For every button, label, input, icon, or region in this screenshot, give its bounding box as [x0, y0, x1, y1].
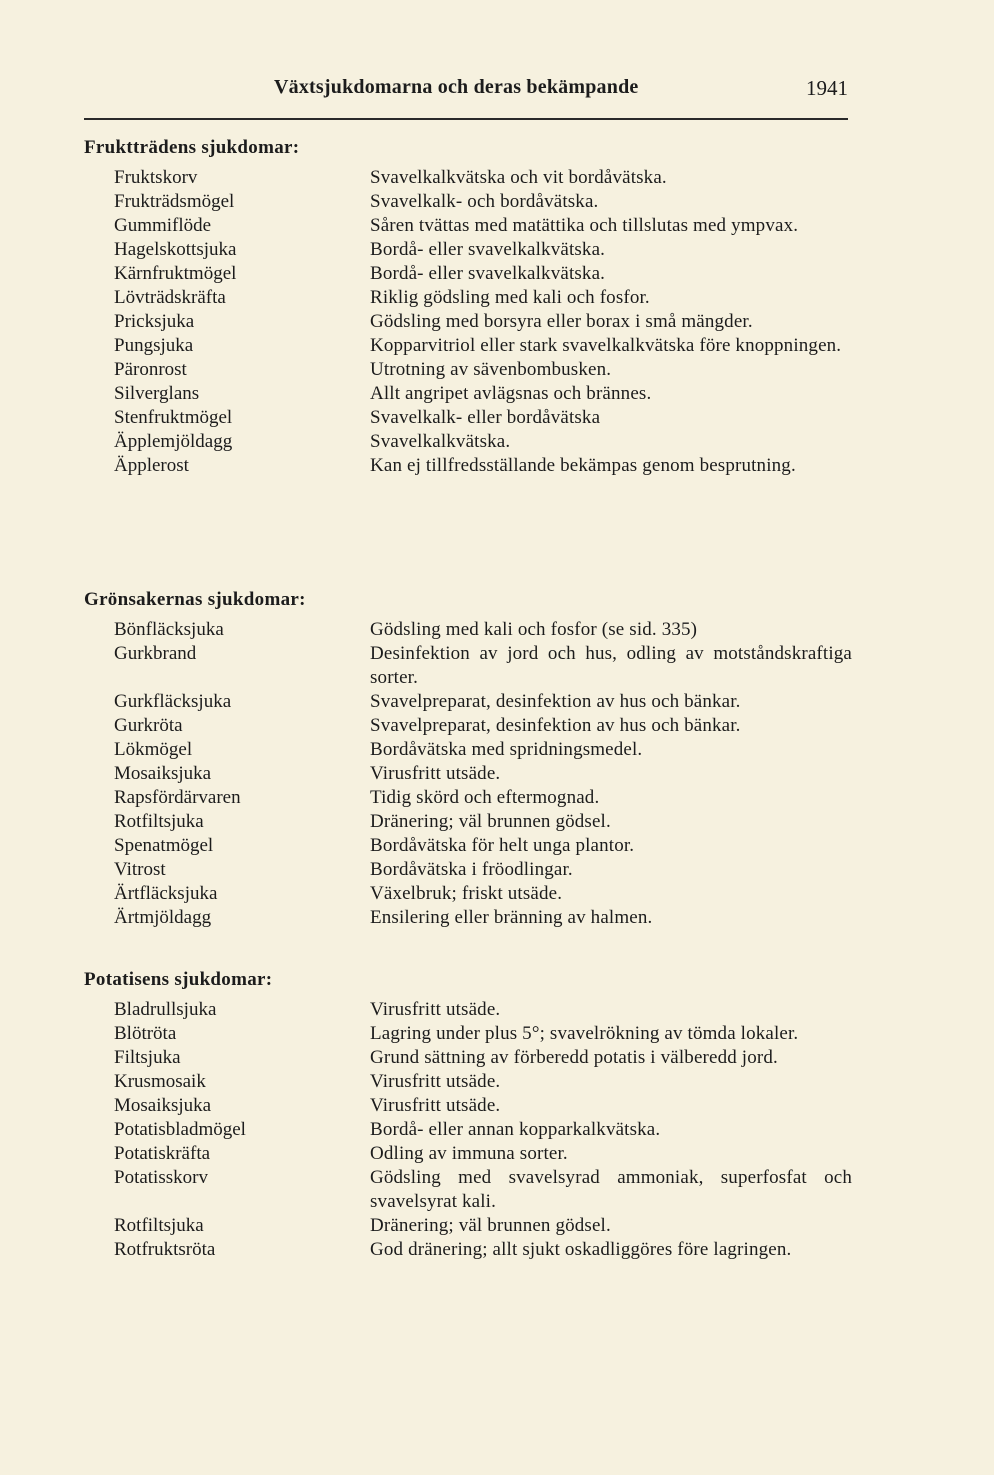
remedy-text: Dränering; väl brunnen gödsel. — [370, 811, 611, 832]
disease-name: Krusmosaik — [114, 1071, 206, 1092]
remedy-text: Lagring under plus 5°; svavelrökning av tömda lokaler. — [370, 1023, 799, 1044]
disease-name: Mosaiksjuka — [114, 1095, 212, 1116]
remedy-text: Svavelkalk- eller bordåvätska — [370, 407, 601, 428]
table-row — [84, 738, 864, 762]
table-row — [84, 810, 864, 834]
remedy-text: God dränering; allt sjukt oskadliggöres före lagringen. — [370, 1239, 792, 1260]
remedy-text: Bordåvätska för helt unga plantor. — [370, 835, 635, 856]
disease-name: Bladrullsjuka — [114, 999, 217, 1020]
remedy-text: Virusfritt utsäde. — [370, 1071, 501, 1092]
remedy-text: Svavelkalk- och bordåvätska. — [370, 191, 599, 212]
disease-name: Rotfiltsjuka — [114, 1215, 204, 1236]
table-row — [84, 1238, 864, 1262]
table-row — [84, 358, 864, 382]
table-row — [84, 714, 864, 738]
remedy-text: Riklig gödsling med kali och fosfor. — [370, 287, 650, 308]
section-potatoes — [84, 968, 864, 1262]
remedy-text: Svavelpreparat, desinfektion av hus och bänkar. — [370, 715, 741, 736]
disease-name: Rotfiltsjuka — [114, 811, 204, 832]
table-row — [84, 1070, 864, 1094]
table-row — [84, 1094, 864, 1118]
disease-name: Bönfläcksjuka — [114, 619, 224, 640]
remedy-text: Bordå- eller annan kopparkalkvätska. — [370, 1119, 661, 1140]
remedy-text: Gödsling med borsyra eller borax i små mängder. — [370, 311, 753, 332]
table-row — [84, 1166, 864, 1214]
disease-name: Rotfruktsröta — [114, 1239, 216, 1260]
disease-name: Silverglans — [114, 383, 200, 404]
disease-name: Potatiskräfta — [114, 1143, 211, 1164]
table-row — [84, 334, 864, 358]
disease-name: Gurkfläcksjuka — [114, 691, 232, 712]
disease-name: Äpplerost — [114, 455, 189, 476]
table-row — [84, 1118, 864, 1142]
disease-name: Vitrost — [114, 859, 166, 880]
disease-name: Ärtmjöldagg — [114, 907, 212, 928]
remedy-text: Gödsling med kali och fosfor (se sid. 335) — [370, 619, 698, 640]
table-row — [84, 1142, 864, 1166]
running-title: Växtsjukdomarna och deras bekämpande — [274, 76, 639, 98]
table-row — [84, 858, 864, 882]
remedy-text: Såren tvättas med matättika och tillslutas med ympvax. — [370, 215, 799, 236]
remedy-text: Svavelkalkvätska. — [370, 431, 511, 452]
remedy-text: Tidig skörd och eftermognad. — [370, 787, 600, 808]
page-header — [84, 76, 848, 106]
remedy-text: Odling av immuna sorter. — [370, 1143, 568, 1164]
disease-name: Gurkbrand — [114, 643, 197, 664]
disease-name: Lökmögel — [114, 739, 193, 760]
table-row — [84, 454, 864, 478]
disease-name: Gummiflöde — [114, 215, 212, 236]
disease-name: Pungsjuka — [114, 335, 194, 356]
table-row — [84, 262, 864, 286]
table-row — [84, 1046, 864, 1070]
disease-name: Rapsfördärvaren — [114, 787, 241, 808]
remedy-text: Allt angripet avlägsnas och brännes. — [370, 383, 652, 404]
disease-name: Fruktskorv — [114, 167, 198, 188]
table-row — [84, 690, 864, 714]
table-row — [84, 998, 864, 1022]
table-row — [84, 382, 864, 406]
disease-name: Kärnfruktmögel — [114, 263, 237, 284]
table-row — [84, 286, 864, 310]
disease-name: Lövträdskräfta — [114, 287, 226, 308]
table-row — [84, 882, 864, 906]
disease-name: Päronrost — [114, 359, 187, 380]
table-row — [84, 618, 864, 642]
remedy-text: Dränering; väl brunnen gödsel. — [370, 1215, 611, 1236]
disease-name: Spenatmögel — [114, 835, 214, 856]
remedy-text: Svavelpreparat, desinfektion av hus och bänkar. — [370, 691, 741, 712]
remedy-text: Bordåvätska med spridningsmedel. — [370, 739, 643, 760]
table-row — [84, 190, 864, 214]
table-row — [84, 430, 864, 454]
disease-name: Ärtfläcksjuka — [114, 883, 218, 904]
disease-name: Potatisbladmögel — [114, 1119, 246, 1140]
remedy-text: Ensilering eller bränning av halmen. — [370, 907, 653, 928]
table-row — [84, 310, 864, 334]
disease-name: Blötröta — [114, 1023, 177, 1044]
disease-name: Frukträdsmögel — [114, 191, 235, 212]
remedy-text: Grund sättning av förberedd potatis i välberedd jord. — [370, 1047, 778, 1068]
table-row — [84, 762, 864, 786]
table-row — [84, 214, 864, 238]
table-row — [84, 238, 864, 262]
table-row — [84, 406, 864, 430]
disease-name: Filtsjuka — [114, 1047, 181, 1068]
table-row — [84, 1214, 864, 1238]
remedy-text: Virusfritt utsäde. — [370, 1095, 501, 1116]
remedy-text: Desinfektion av jord och hus, odling av motståndskraftiga sorter. — [370, 643, 852, 688]
remedy-text: Bordå- eller svavelkalkvätska. — [370, 239, 606, 260]
disease-name: Gurkröta — [114, 715, 183, 736]
disease-name: Pricksjuka — [114, 311, 195, 332]
remedy-text: Växelbruk; friskt utsäde. — [370, 883, 563, 904]
disease-name: Hagelskottsjuka — [114, 239, 237, 260]
remedy-text: Kan ej tillfredsställande bekämpas genom besprutning. — [370, 455, 796, 476]
disease-list — [84, 166, 864, 478]
disease-name: Mosaiksjuka — [114, 763, 212, 784]
disease-list — [84, 998, 864, 1262]
table-row — [84, 906, 864, 930]
remedy-text: Gödsling med svavelsyrad ammoniak, superfosfat och svavelsyrat kali. — [370, 1167, 852, 1212]
disease-name: Stenfruktmögel — [114, 407, 233, 428]
disease-name: Potatisskorv — [114, 1167, 208, 1188]
remedy-text: Bordå- eller svavelkalkvätska. — [370, 263, 606, 284]
remedy-text: Utrotning av sävenbombusken. — [370, 359, 612, 380]
table-row — [84, 166, 864, 190]
section-title: Potatisens sjukdomar: — [84, 969, 273, 990]
table-row — [84, 1022, 864, 1046]
section-title: Fruktträdens sjukdomar: — [84, 137, 300, 158]
remedy-text: Virusfritt utsäde. — [370, 763, 501, 784]
table-row — [84, 642, 864, 690]
disease-name: Äpplemjöldagg — [114, 431, 233, 452]
header-rule — [84, 118, 848, 120]
table-row — [84, 834, 864, 858]
remedy-text: Kopparvitriol eller stark svavelkalkvätska före knoppningen. — [370, 335, 842, 356]
remedy-text: Virusfritt utsäde. — [370, 999, 501, 1020]
section-fruit-trees — [84, 136, 864, 478]
remedy-text: Svavelkalkvätska och vit bordåvätska. — [370, 167, 667, 188]
disease-list — [84, 618, 864, 930]
page-number: 1941 — [806, 76, 848, 100]
section-title: Grönsakernas sjukdomar: — [84, 589, 306, 610]
table-row — [84, 786, 864, 810]
remedy-text: Bordåvätska i fröodlingar. — [370, 859, 573, 880]
section-vegetables — [84, 588, 864, 930]
